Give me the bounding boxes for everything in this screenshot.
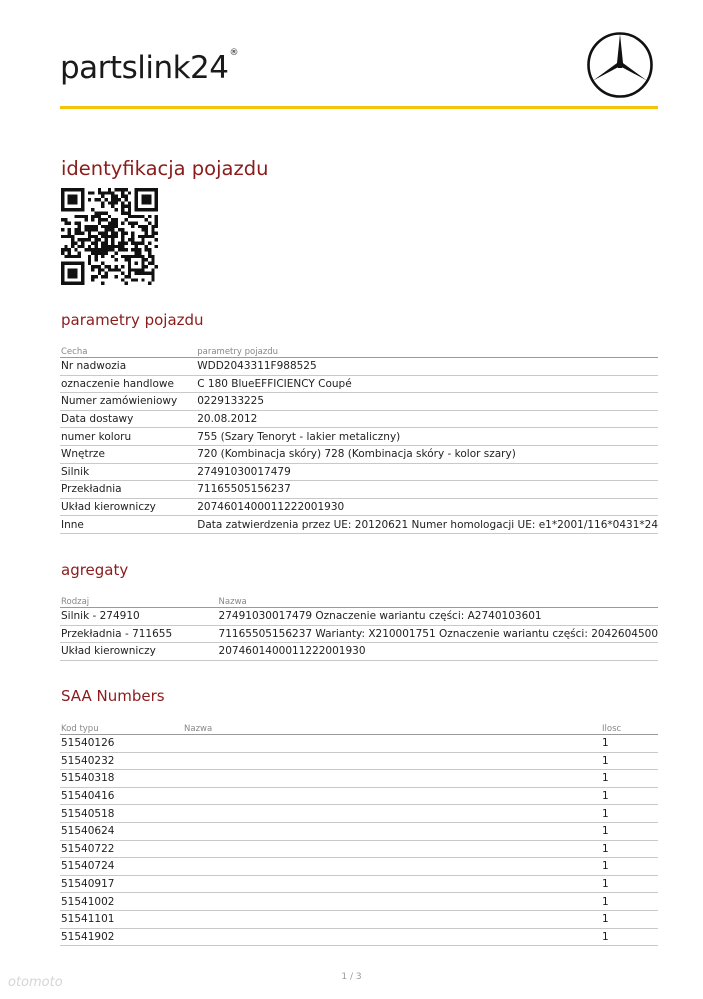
watermark: otomoto: [8, 975, 63, 990]
table-cell: Numer zamówieniowy: [60, 393, 196, 411]
column-header: Nazwa: [218, 593, 658, 608]
registered-mark: ®: [229, 48, 238, 58]
table-cell: Silnik: [60, 463, 196, 481]
table-cell: 51540416: [60, 787, 183, 805]
table-row: [60, 893, 658, 911]
table-row: [60, 735, 658, 753]
table-cell: 51541002: [60, 893, 183, 911]
partslink24-logo: [60, 44, 238, 92]
table-cell: Inne: [60, 516, 196, 534]
vehicle-params-title: parametry pojazdu: [61, 311, 204, 329]
column-header: Nazwa: [183, 720, 601, 735]
identification-title: identyfikacja pojazdu: [61, 157, 269, 180]
table-cell: numer koloru: [60, 428, 196, 446]
table-row: [60, 481, 658, 499]
saa-title: SAA Numbers: [61, 687, 165, 705]
table-cell: 27491030017479: [196, 463, 658, 481]
table-cell: 71165505156237 Warianty: X210001751 Oznaczenie wariantu części: 2042604500: [218, 625, 658, 643]
table-cell: 720 (Kombinacja skóry) 728 (Kombinacja skóry - kolor szary): [196, 445, 658, 463]
table-header-row: [60, 720, 658, 735]
qr-code-icon: [61, 188, 158, 285]
table-cell: 51540724: [60, 858, 183, 876]
table-cell: [183, 805, 601, 823]
table-cell: 1: [601, 787, 658, 805]
table-cell: Przekładnia: [60, 481, 196, 499]
table-row: [60, 840, 658, 858]
table-row: [60, 643, 658, 661]
table-cell: [183, 787, 601, 805]
table-row: [60, 608, 658, 626]
table-cell: [183, 822, 601, 840]
table-cell: 1: [601, 752, 658, 770]
table-cell: 51540917: [60, 875, 183, 893]
table-cell: C 180 BlueEFFICIENCY Coupé: [196, 375, 658, 393]
aggregates-title: agregaty: [61, 561, 129, 579]
table-cell: [183, 928, 601, 946]
table-cell: Nr nadwozia: [60, 358, 196, 376]
table-cell: Data dostawy: [60, 410, 196, 428]
table-cell: [183, 840, 601, 858]
table-row: [60, 770, 658, 788]
table-cell: 0229133225: [196, 393, 658, 411]
table-row: [60, 858, 658, 876]
table-cell: Układ kierowniczy: [60, 643, 218, 661]
table-cell: Silnik - 274910: [60, 608, 218, 626]
column-header: Cecha: [60, 343, 196, 358]
column-header: Rodzaj: [60, 593, 218, 608]
table-cell: 1: [601, 893, 658, 911]
table-cell: [183, 752, 601, 770]
table-row: [60, 428, 658, 446]
table-row: [60, 358, 658, 376]
table-row: [60, 463, 658, 481]
table-cell: 1: [601, 770, 658, 788]
table-cell: 20.08.2012: [196, 410, 658, 428]
table-cell: 2074601400011222001930: [196, 498, 658, 516]
table-header-row: [60, 593, 658, 608]
table-cell: 1: [601, 822, 658, 840]
table-row: [60, 875, 658, 893]
table-cell: WDD2043311F988525: [196, 358, 658, 376]
table-cell: oznaczenie handlowe: [60, 375, 196, 393]
table-cell: 1: [601, 875, 658, 893]
table-row: [60, 928, 658, 946]
table-cell: 1: [601, 910, 658, 928]
table-cell: 51540232: [60, 752, 183, 770]
table-cell: 1: [601, 840, 658, 858]
table-cell: Przekładnia - 711655: [60, 625, 218, 643]
table-row: [60, 375, 658, 393]
saa-table: [60, 720, 658, 946]
table-row: [60, 625, 658, 643]
table-row: [60, 805, 658, 823]
table-cell: 1: [601, 805, 658, 823]
table-row: [60, 822, 658, 840]
table-cell: 27491030017479 Oznaczenie wariantu części: A2740103601: [218, 608, 658, 626]
table-cell: 2074601400011222001930: [218, 643, 658, 661]
table-cell: 51540624: [60, 822, 183, 840]
table-cell: 51540722: [60, 840, 183, 858]
table-row: [60, 498, 658, 516]
table-row: [60, 516, 658, 534]
table-cell: 1: [601, 928, 658, 946]
table-cell: [183, 875, 601, 893]
header-divider: [60, 106, 658, 109]
table-row: [60, 752, 658, 770]
table-cell: 1: [601, 735, 658, 753]
table-cell: 1: [601, 858, 658, 876]
table-cell: 51540126: [60, 735, 183, 753]
table-row: [60, 910, 658, 928]
aggregates-table: [60, 593, 658, 661]
table-cell: Data zatwierdzenia przez UE: 20120621 Numer homologacji UE: e1*2001/116*0431*24: [196, 516, 658, 534]
table-cell: Układ kierowniczy: [60, 498, 196, 516]
table-row: [60, 445, 658, 463]
table-cell: 51540518: [60, 805, 183, 823]
table-cell: 51541902: [60, 928, 183, 946]
table-row: [60, 410, 658, 428]
table-cell: [183, 770, 601, 788]
table-cell: 755 (Szary Tenoryt - lakier metaliczny): [196, 428, 658, 446]
table-cell: Wnętrze: [60, 445, 196, 463]
column-header: Ilosc: [601, 720, 658, 735]
logo-text: partslink24: [60, 50, 229, 86]
table-cell: [183, 858, 601, 876]
table-cell: [183, 893, 601, 911]
table-cell: [183, 910, 601, 928]
table-header-row: [60, 343, 658, 358]
column-header: parametry pojazdu: [196, 343, 658, 358]
mercedes-star-icon: [586, 31, 654, 99]
column-header: Kod typu: [60, 720, 183, 735]
table-row: [60, 393, 658, 411]
table-cell: 51541101: [60, 910, 183, 928]
page-indicator: 1 / 3: [341, 972, 362, 982]
table-cell: [183, 735, 601, 753]
table-cell: 71165505156237: [196, 481, 658, 499]
table-cell: 51540318: [60, 770, 183, 788]
vehicle-params-table: [60, 343, 658, 534]
table-row: [60, 787, 658, 805]
